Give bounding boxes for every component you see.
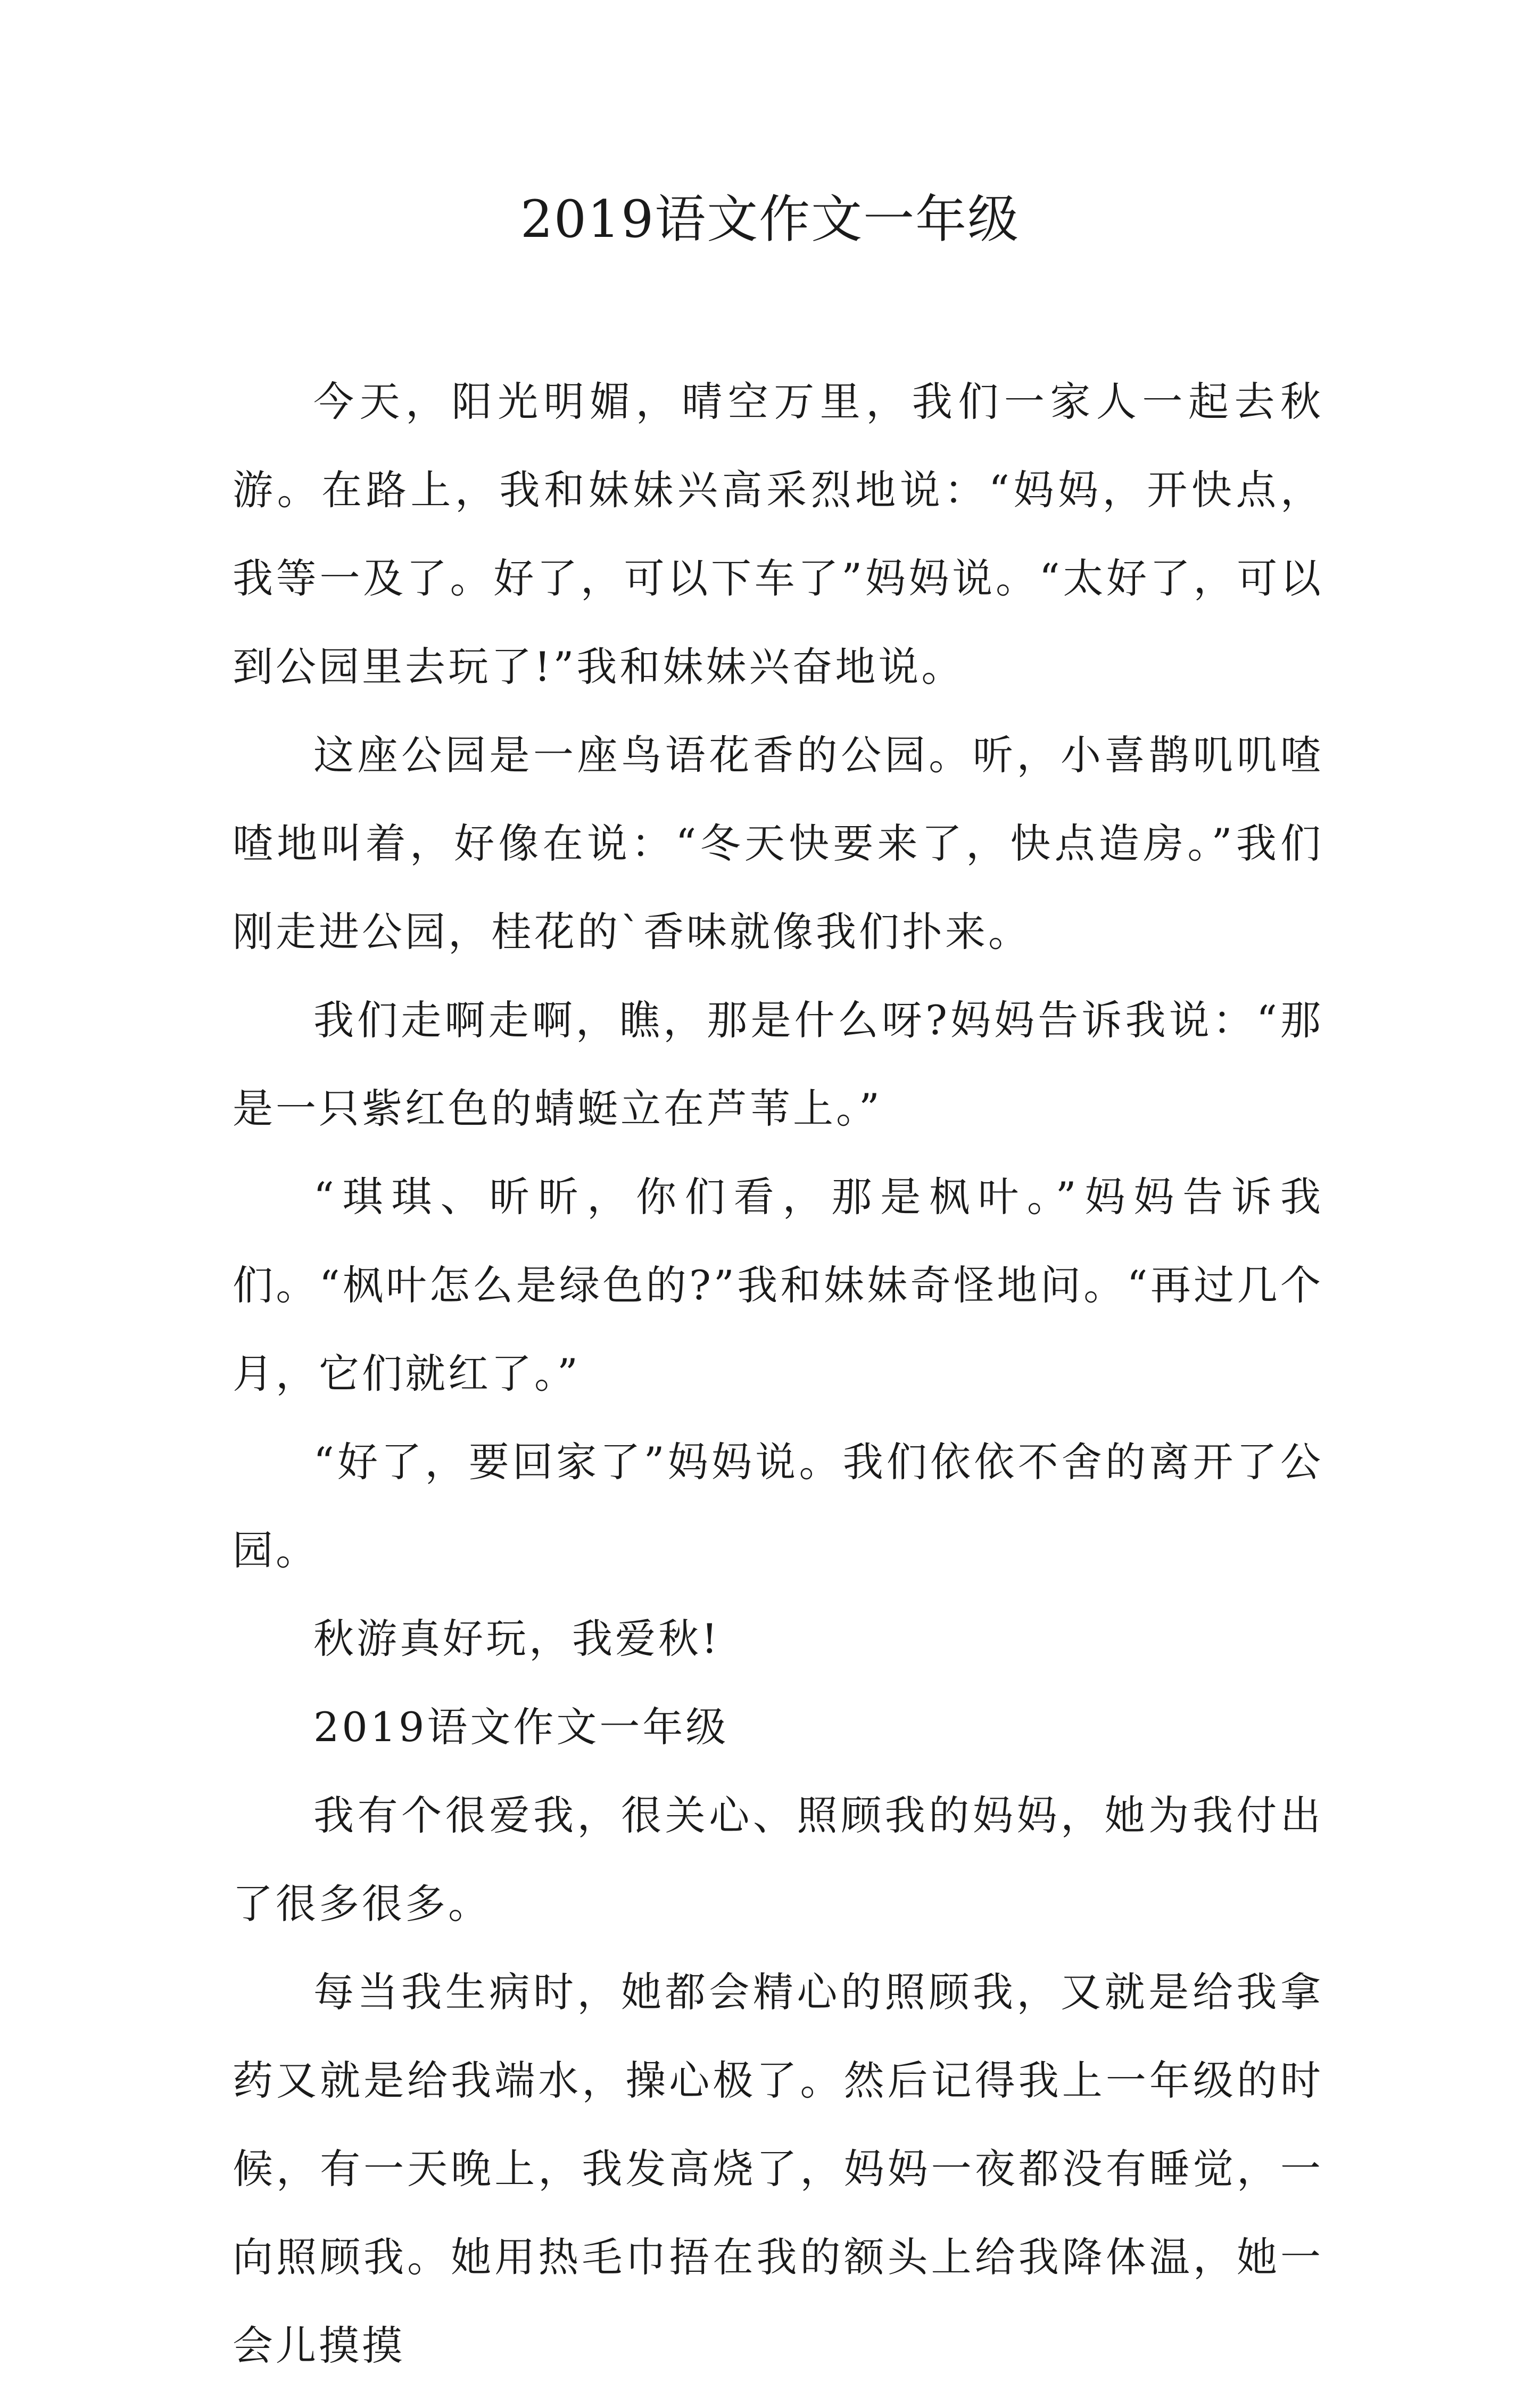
section-heading: 2019语文作文一年级 <box>313 1703 729 1751</box>
paragraph: “好了，要回家了”妈妈说。我们依依不舍的离开了公园。 <box>233 1438 1323 1574</box>
paragraph: 每当我生病时，她都会精心的照顾我，又就是给我拿药又就是给我端水，操心极了。然后记得我上一年级的时候，有一天晚上，我发高烧了，妈妈一夜都没有睡觉，一向照顾我。她用热毛巾捂在我的额头上给我降体温，她一会儿摸摸 <box>233 1968 1323 2369</box>
document-title: 2019语文作文一年级 <box>520 189 1020 249</box>
paragraph: “琪琪、昕昕，你们看，那是枫叶。”妈妈告诉我们。“枫叶怎么是绿色的?”我和妹妹奇怪地问。“再过几个月，它们就红了。” <box>233 1173 1323 1397</box>
paragraph: 这座公园是一座鸟语花香的公园。听，小喜鹊叽叽喳喳地叫着，好像在说：“冬天快要来了，快点造房。”我们刚走进公园，桂花的`香味就像我们扑来。 <box>233 731 1323 955</box>
paragraph: 秋游真好玩，我爱秋! <box>313 1615 721 1662</box>
document-body <box>233 358 1323 2390</box>
paragraph: 今天，阳光明媚，晴空万里，我们一家人一起去秋游。在路上，我和妹妹兴高采烈地说：“妈妈，开快点，我等一及了。好了，可以下车了”妈妈说。“太好了，可以到公园里去玩了!”我和妹妹兴奋地说。 <box>233 378 1323 690</box>
paragraph: 我有个很爱我，很关心、照顾我的妈妈，她为我付出了很多很多。 <box>233 1792 1323 1927</box>
paragraph: 我们走啊走啊，瞧，那是什么呀?妈妈告诉我说：“那是一只紫红色的蜻蜓立在芦苇上。” <box>233 996 1323 1132</box>
